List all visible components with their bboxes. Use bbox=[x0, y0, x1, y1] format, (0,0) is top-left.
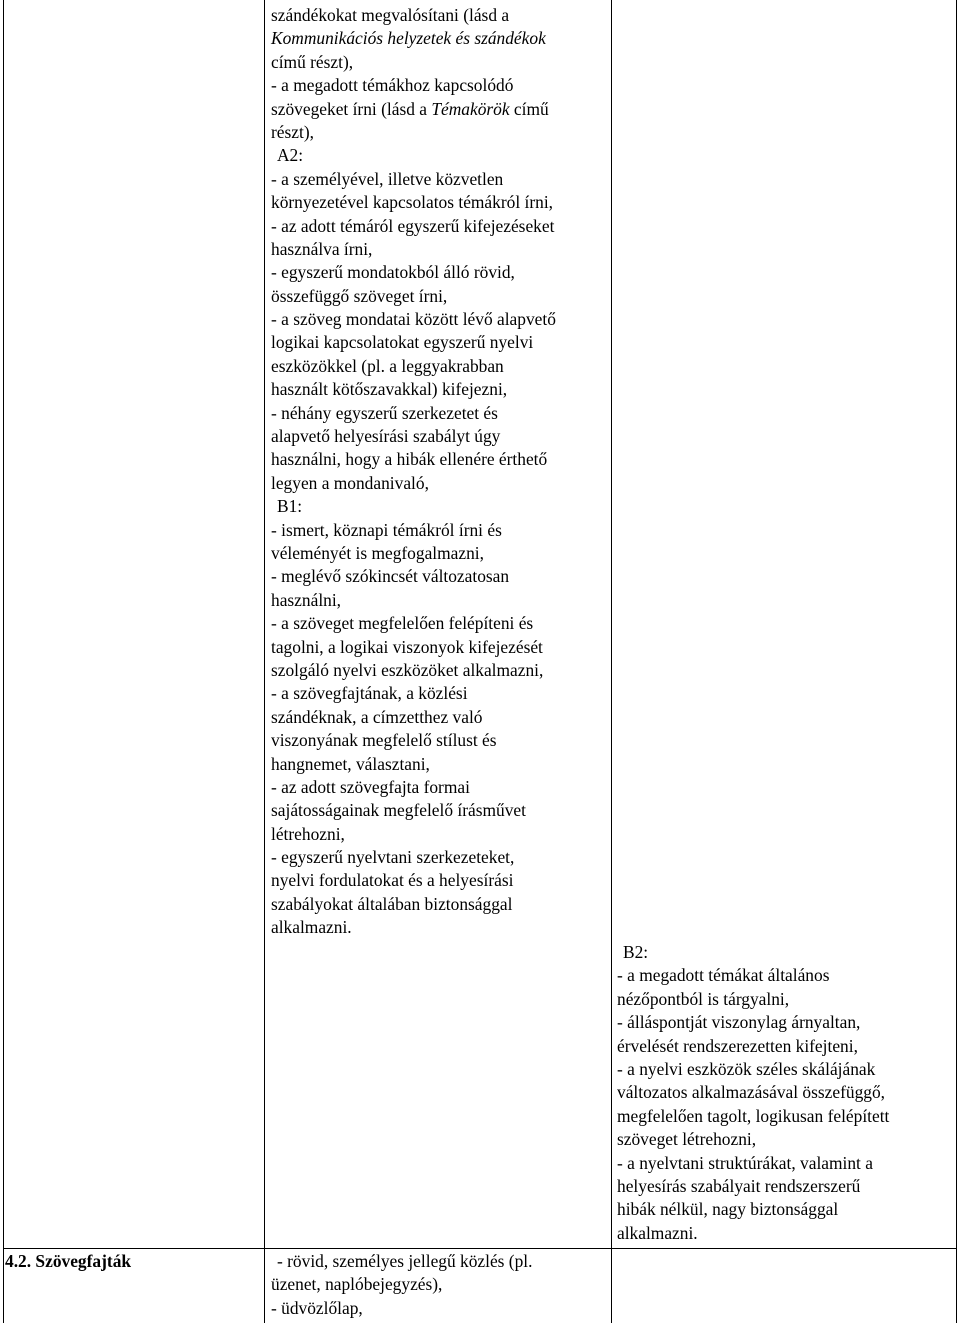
text-segment: hangnemet, választani, bbox=[271, 753, 430, 774]
text-segment: létrehozni, bbox=[271, 823, 345, 844]
text-segment: szabályokat általában biztonsággal bbox=[271, 893, 513, 914]
text-line bbox=[271, 215, 556, 238]
text-segment: - ismert, köznapi témákról írni és bbox=[271, 519, 502, 540]
text-segment: megfelelően tagolt, logikusan felépített bbox=[617, 1105, 890, 1126]
text-segment: - a személyével, illetve közvetlen bbox=[271, 168, 504, 189]
right-column-text bbox=[617, 941, 889, 1245]
text-segment: nézőpontból is tárgyalni, bbox=[617, 988, 790, 1009]
text-segment: szolgáló nyelvi eszközöket alkalmazni, bbox=[271, 659, 544, 680]
text-segment: használni, hogy a hibák ellenére érthető bbox=[271, 449, 548, 470]
text-segment: használva írni, bbox=[271, 238, 373, 259]
text-line bbox=[271, 355, 556, 378]
text-segment: legyen a mondanivaló, bbox=[271, 472, 429, 493]
text-line bbox=[617, 1081, 889, 1104]
text-segment: szöveget létrehozni, bbox=[617, 1129, 757, 1150]
text-line bbox=[271, 495, 556, 518]
table-border-right bbox=[956, 0, 957, 1323]
text-line bbox=[271, 706, 556, 729]
text-line bbox=[617, 1011, 889, 1034]
text-segment: - meglévő szókincsét változatosan bbox=[271, 566, 510, 587]
text-segment: sajátosságainak megfelelő írásművet bbox=[271, 800, 526, 821]
text-segment: - az adott szövegfajta formai bbox=[271, 776, 470, 797]
text-line bbox=[271, 331, 556, 354]
text-line bbox=[617, 964, 889, 987]
text-line bbox=[271, 565, 556, 588]
text-line bbox=[271, 98, 556, 121]
text-line bbox=[271, 519, 556, 542]
text-line bbox=[271, 823, 556, 846]
text-segment: hibák nélkül, nagy biztonsággal bbox=[617, 1199, 839, 1220]
row-separator bbox=[3, 1248, 957, 1249]
text-line bbox=[617, 1152, 889, 1175]
text-segment: alkalmazni. bbox=[271, 917, 352, 938]
text-line bbox=[271, 121, 556, 144]
text-segment: B2: bbox=[623, 942, 649, 962]
text-segment: szándéknak, a címzetthez való bbox=[271, 706, 483, 727]
text-line bbox=[271, 776, 556, 799]
text-line bbox=[271, 168, 556, 191]
text-line bbox=[271, 1297, 532, 1320]
text-line bbox=[617, 1128, 889, 1151]
text-line bbox=[617, 1222, 889, 1245]
text-segment: - üdvözlőlap, bbox=[271, 1297, 363, 1318]
text-segment: részt), bbox=[271, 121, 314, 142]
text-line bbox=[271, 636, 556, 659]
text-line bbox=[271, 472, 556, 495]
text-line bbox=[617, 1198, 889, 1221]
text-segment: érvelését rendszerezetten kifejteni, bbox=[617, 1035, 858, 1056]
text-line bbox=[271, 74, 556, 97]
text-line bbox=[271, 51, 556, 74]
text-line bbox=[271, 448, 556, 471]
middle-column-text bbox=[271, 4, 556, 940]
text-segment: szövegeket írni (lásd a bbox=[271, 98, 432, 119]
text-segment: környezetével kapcsolatos témákról írni, bbox=[271, 192, 554, 213]
text-line bbox=[271, 238, 556, 261]
text-segment: összefüggő szöveget írni, bbox=[271, 285, 448, 306]
text-line bbox=[271, 869, 556, 892]
table-border-left bbox=[3, 0, 4, 1323]
text-line bbox=[271, 682, 556, 705]
text-line bbox=[271, 27, 556, 50]
text-segment: véleményét is megfogalmazni, bbox=[271, 542, 484, 563]
text-line bbox=[617, 941, 889, 964]
text-line bbox=[271, 285, 556, 308]
table-divider-1 bbox=[264, 0, 265, 1323]
text-segment: - a nyelvi eszközök széles skálájának bbox=[617, 1058, 876, 1079]
text-segment: üzenet, naplóbejegyzés), bbox=[271, 1274, 443, 1295]
text-line bbox=[271, 753, 556, 776]
text-segment: című bbox=[509, 98, 549, 119]
text-line bbox=[271, 589, 556, 612]
text-segment: B1: bbox=[277, 496, 303, 517]
text-segment: alkalmazni. bbox=[617, 1222, 698, 1243]
text-line bbox=[271, 4, 556, 27]
text-line bbox=[271, 729, 556, 752]
text-segment: - egyszerű nyelvtani szerkezeteket, bbox=[271, 847, 515, 868]
text-line bbox=[617, 1105, 889, 1128]
text-segment: tagolni, a logikai viszonyok kifejezését bbox=[271, 636, 543, 657]
text-line bbox=[271, 916, 556, 939]
text-segment: logikai kapcsolatokat egyszerű nyelvi bbox=[271, 332, 534, 353]
text-segment: alapvető helyesírási szabályt úgy bbox=[271, 426, 501, 447]
table-divider-2 bbox=[611, 0, 612, 1323]
text-segment: szándékokat megvalósítani (lásd a bbox=[271, 5, 510, 25]
text-segment: - a szöveg mondatai között lévő alapvető bbox=[271, 309, 556, 330]
text-line bbox=[271, 425, 556, 448]
text-line bbox=[271, 378, 556, 401]
text-line bbox=[617, 988, 889, 1011]
text-line bbox=[271, 308, 556, 331]
text-line bbox=[271, 191, 556, 214]
text-segment: - rövid, személyes jellegű közlés (pl. bbox=[277, 1251, 533, 1271]
text-segment: eszközökkel (pl. a leggyakrabban bbox=[271, 355, 504, 376]
text-segment: Kommunikációs helyzetek és szándékok bbox=[271, 28, 546, 49]
text-segment: változatos alkalmazásával összefüggő, bbox=[617, 1082, 886, 1103]
text-line bbox=[617, 1058, 889, 1081]
text-segment: - a szövegfajtának, a közlési bbox=[271, 683, 468, 704]
text-segment: viszonyának megfelelő stílust és bbox=[271, 730, 497, 751]
text-segment: nyelvi fordulatokat és a helyesírási bbox=[271, 870, 514, 891]
text-line bbox=[271, 893, 556, 916]
text-segment: használni, bbox=[271, 589, 342, 610]
text-segment: A2: bbox=[277, 145, 304, 166]
text-line bbox=[271, 799, 556, 822]
text-segment: - az adott témáról egyszerű kifejezéseket bbox=[271, 215, 555, 236]
text-segment: - egyszerű mondatokból álló rövid, bbox=[271, 262, 515, 283]
text-line bbox=[271, 612, 556, 635]
text-segment: - a nyelvtani struktúrákat, valamint a bbox=[617, 1152, 873, 1173]
text-line bbox=[271, 144, 556, 167]
text-line bbox=[271, 659, 556, 682]
text-line bbox=[617, 1035, 889, 1058]
text-segment: című részt), bbox=[271, 51, 354, 72]
text-line bbox=[271, 402, 556, 425]
text-segment: - álláspontját viszonylag árnyaltan, bbox=[617, 1012, 861, 1033]
text-segment: használt kötőszavakkal) kifejezni, bbox=[271, 379, 508, 400]
text-segment: - néhány egyszerű szerkezetet és bbox=[271, 402, 498, 423]
section-heading: 4.2. Szövegfajták bbox=[5, 1251, 132, 1271]
text-line bbox=[271, 1250, 532, 1273]
text-segment: - a megadott témákat általános bbox=[617, 965, 830, 986]
text-segment: - a szöveget megfelelően felépíteni és bbox=[271, 613, 534, 634]
text-line bbox=[271, 261, 556, 284]
text-line bbox=[617, 1175, 889, 1198]
text-segment: Témakörök bbox=[431, 98, 510, 119]
text-segment: - a megadott témákhoz kapcsolódó bbox=[271, 75, 514, 96]
section-content-text bbox=[271, 1250, 532, 1320]
text-segment: helyesírás szabályait rendszerszerű bbox=[617, 1175, 861, 1196]
text-line bbox=[271, 1273, 532, 1296]
text-line bbox=[271, 542, 556, 565]
text-line bbox=[271, 846, 556, 869]
